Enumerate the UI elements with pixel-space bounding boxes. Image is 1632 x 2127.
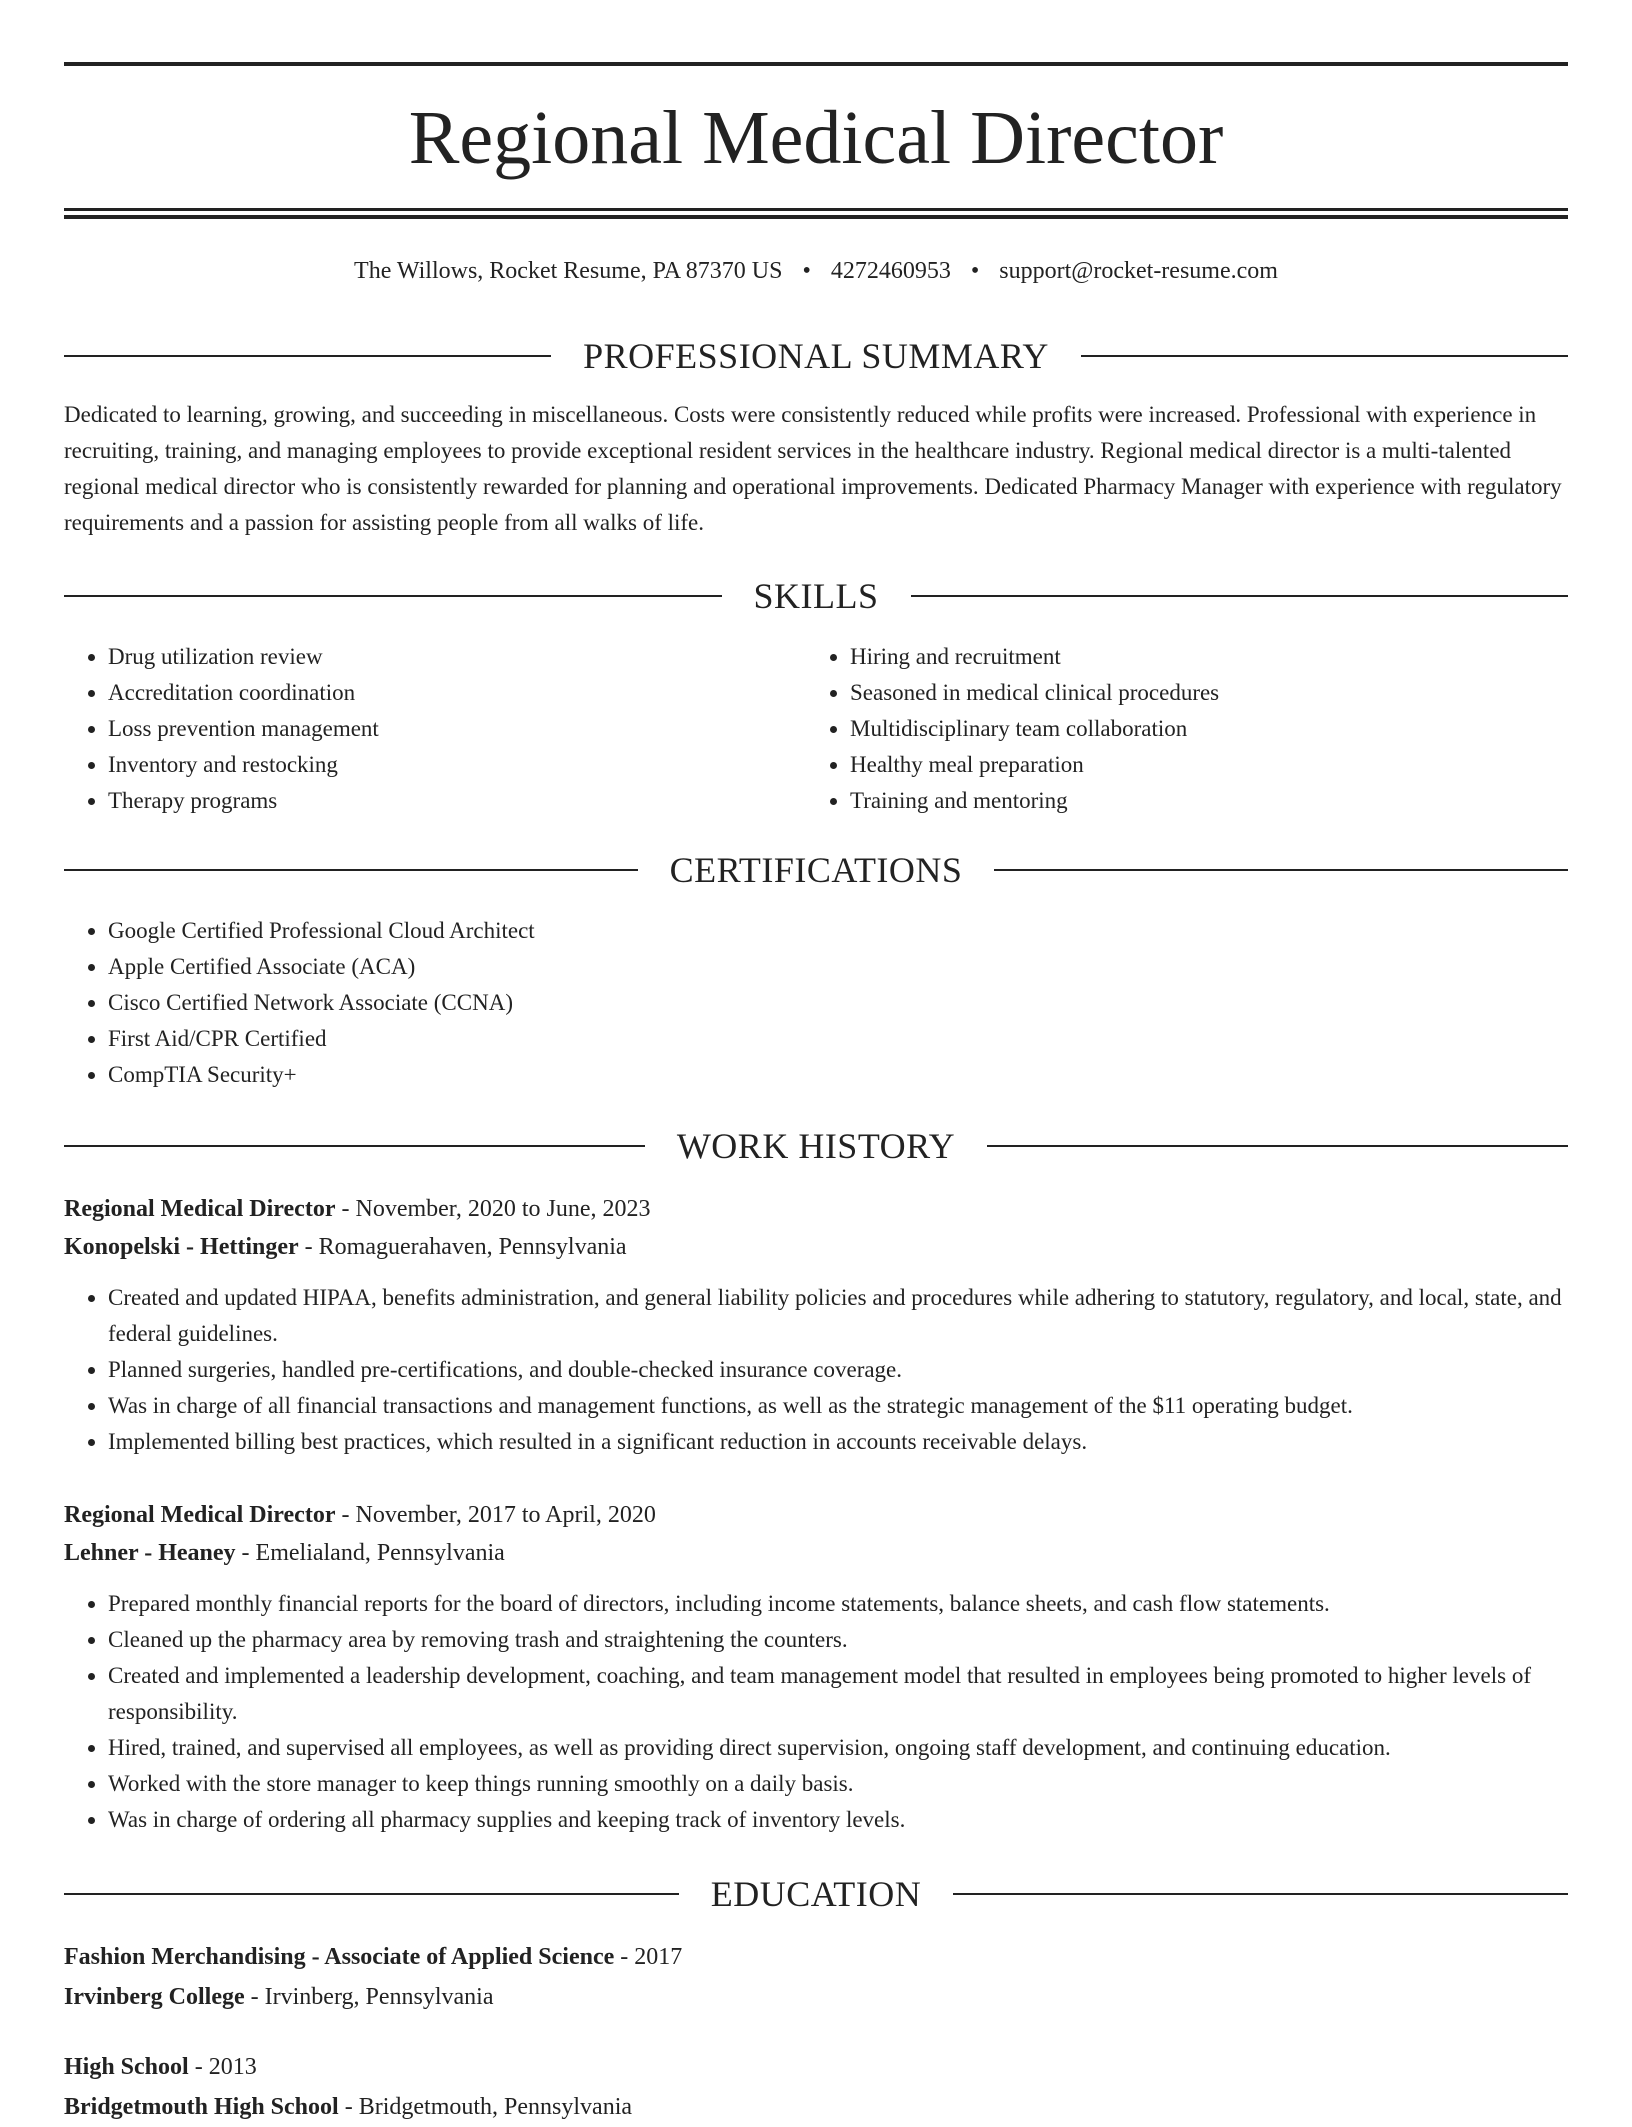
education-degree: High School (64, 2054, 189, 2080)
contact-line (64, 254, 1568, 288)
education-school: Irvinberg College (64, 1984, 245, 2010)
list-item: • First Aid/CPR Certified (108, 1021, 1568, 1057)
skills-heading-label: SKILLS (753, 576, 879, 616)
job-location: Emelialand, Pennsylvania (255, 1540, 505, 1566)
list-item: • Cleaned up the pharmacy area by removing trash and straightening the counters. (108, 1622, 1568, 1658)
list-item: • Seasoned in medical clinical procedures (850, 675, 1506, 711)
contact-separator: • (970, 258, 980, 284)
summary-heading (64, 334, 1568, 378)
list-item: • Loss prevention management (108, 711, 764, 747)
education-degree: Fashion Merchandising - Associate of Applied Science (64, 1944, 615, 1970)
page-title: Regional Medical Director (408, 96, 1224, 180)
education-heading-label: EDUCATION (710, 1874, 922, 1914)
job-company: Lehner - Heaney (64, 1540, 236, 1566)
education-entry: Fashion Merchandising - Associate of Applied Science - 2017 Irvinberg College - Irvinberg, Pennsylvania (64, 1944, 683, 2010)
education-school: Bridgetmouth High School (64, 2094, 339, 2120)
list-item: • Training and mentoring (850, 783, 1506, 819)
job-dates: November, 2017 to April, 2020 (355, 1502, 656, 1528)
contact-address: The Willows, Rocket Resume, PA 87370 US (354, 258, 783, 284)
job-entry: Regional Medical Director - November, 2020 to June, 2023 Konopelski - Hettinger - Romaguerahaven, Pennsylvania • Created and updated HIPAA, benefits administration, and general liability policies and procedures while adhering to statutory, regulatory, and local, state, and federal guidelines. • Planned surgeries, handled pre-certifications, and double-checked insurance coverage. • Was in charge of all financial transactions and management functions, as well as the strategic management of the $11 operating budget. • Implemented billing best practices, which resulted in a significant reduction in accounts receivable delays. (64, 1190, 1568, 1460)
contact-email: support@rocket-resume.com (999, 258, 1278, 284)
list-item: • Google Certified Professional Cloud Architect (108, 913, 1568, 949)
list-item: • Created and implemented a leadership development, coaching, and team management model that resulted in employees being promoted to higher levels of responsibility. (108, 1658, 1568, 1730)
list-item: • Implemented billing best practices, which resulted in a significant reduction in accounts receivable delays. (108, 1424, 1568, 1460)
list-item: • Multidisciplinary team collaboration (850, 711, 1506, 747)
education-year: 2013 (208, 2054, 257, 2080)
work-history-heading (64, 1124, 1568, 1168)
list-item: • Hired, trained, and supervised all employees, as well as providing direct supervision, ongoing staff development, and continuing education. (108, 1730, 1568, 1766)
list-item: • Inventory and restocking (108, 747, 764, 783)
list-item: • Apple Certified Associate (ACA) (108, 949, 1568, 985)
list-item: • Created and updated HIPAA, benefits administration, and general liability policies and procedures while adhering to statutory, regulatory, and local, state, and federal guidelines. (108, 1280, 1568, 1352)
skills-left-column (64, 639, 764, 819)
education-location: Irvinberg, Pennsylvania (264, 1984, 494, 2010)
job-title: Regional Medical Director (64, 1196, 336, 1222)
list-item: • Prepared monthly financial reports for the board of directors, including income statements, balance sheets, and cash flow statements. (108, 1586, 1568, 1622)
summary-heading-label: PROFESSIONAL SUMMARY (583, 336, 1049, 376)
list-item: • Worked with the store manager to keep things running smoothly on a daily basis. (108, 1766, 1568, 1802)
skills-heading (64, 574, 1568, 618)
education-heading (64, 1872, 1568, 1916)
contact-separator: • (802, 258, 811, 284)
list-item: • Accreditation coordination (108, 675, 764, 711)
job-company: Konopelski - Hettinger (64, 1234, 299, 1260)
list-item: • Was in charge of ordering all pharmacy supplies and keeping track of inventory levels. (108, 1802, 1568, 1838)
list-item: • Was in charge of all financial transactions and management functions, as well as the strategic management of the $11 operating budget. (108, 1388, 1568, 1424)
certifications-heading-label: CERTIFICATIONS (669, 850, 963, 890)
certifications-list (64, 913, 1568, 1093)
work-history-heading-label: WORK HISTORY (676, 1126, 956, 1166)
list-item: • Drug utilization review (108, 639, 764, 675)
contact-phone: 4272460953 (830, 258, 951, 284)
summary-text: Dedicated to learning, growing, and succeeding in miscellaneous. Costs were consistently reduced while profits were increased. Professional with experience in recruiting, training, and managing employees to provide exceptional resident services in the healthcare industry. Regional medical director is a multi-talented regional medical director who is consistently rewarded for planning and operational improvements. Dedicated Pharmacy Manager with experience with regulatory requirements and a passion for assisting people from all walks of life. (64, 402, 1562, 535)
list-item: • Hiring and recruitment (850, 639, 1506, 675)
top-rule (64, 62, 1568, 66)
list-item: • Cisco Certified Network Associate (CCNA) (108, 985, 1568, 1021)
skills-right-column (806, 639, 1506, 819)
list-item: • Therapy programs (108, 783, 764, 819)
job-dates: November, 2020 to June, 2023 (355, 1196, 651, 1222)
list-item: • Planned surgeries, handled pre-certifications, and double-checked insurance coverage. (108, 1352, 1568, 1388)
title-double-rule (64, 208, 1568, 219)
education-location: Bridgetmouth, Pennsylvania (358, 2094, 633, 2120)
job-entry: Regional Medical Director - November, 2017 to April, 2020 Lehner - Heaney - Emelialand, Pennsylvania • Prepared monthly financial reports for the board of directors, including income statements, balance sheets, and cash flow statements. • Cleaned up the pharmacy area by removing trash and straightening the counters. • Created and implemented a leadership development, coaching, and team management model that resulted in employees being promoted to higher levels of responsibility. • Hired, trained, and supervised all employees, as well as providing direct supervision, ongoing staff development, and continuing education. • Worked with the store manager to keep things running smoothly on a daily basis. • Was in charge of ordering all pharmacy supplies and keeping track of inventory levels. (64, 1496, 1568, 1838)
education-year: 2017 (634, 1944, 683, 1970)
list-item: • CompTIA Security+ (108, 1057, 1568, 1093)
job-title: Regional Medical Director (64, 1502, 336, 1528)
education-entry: High School - 2013 Bridgetmouth High School - Bridgetmouth, Pennsylvania (64, 2054, 633, 2120)
certifications-heading (64, 848, 1568, 892)
list-item: • Healthy meal preparation (850, 747, 1506, 783)
job-location: Romaguerahaven, Pennsylvania (318, 1234, 627, 1260)
